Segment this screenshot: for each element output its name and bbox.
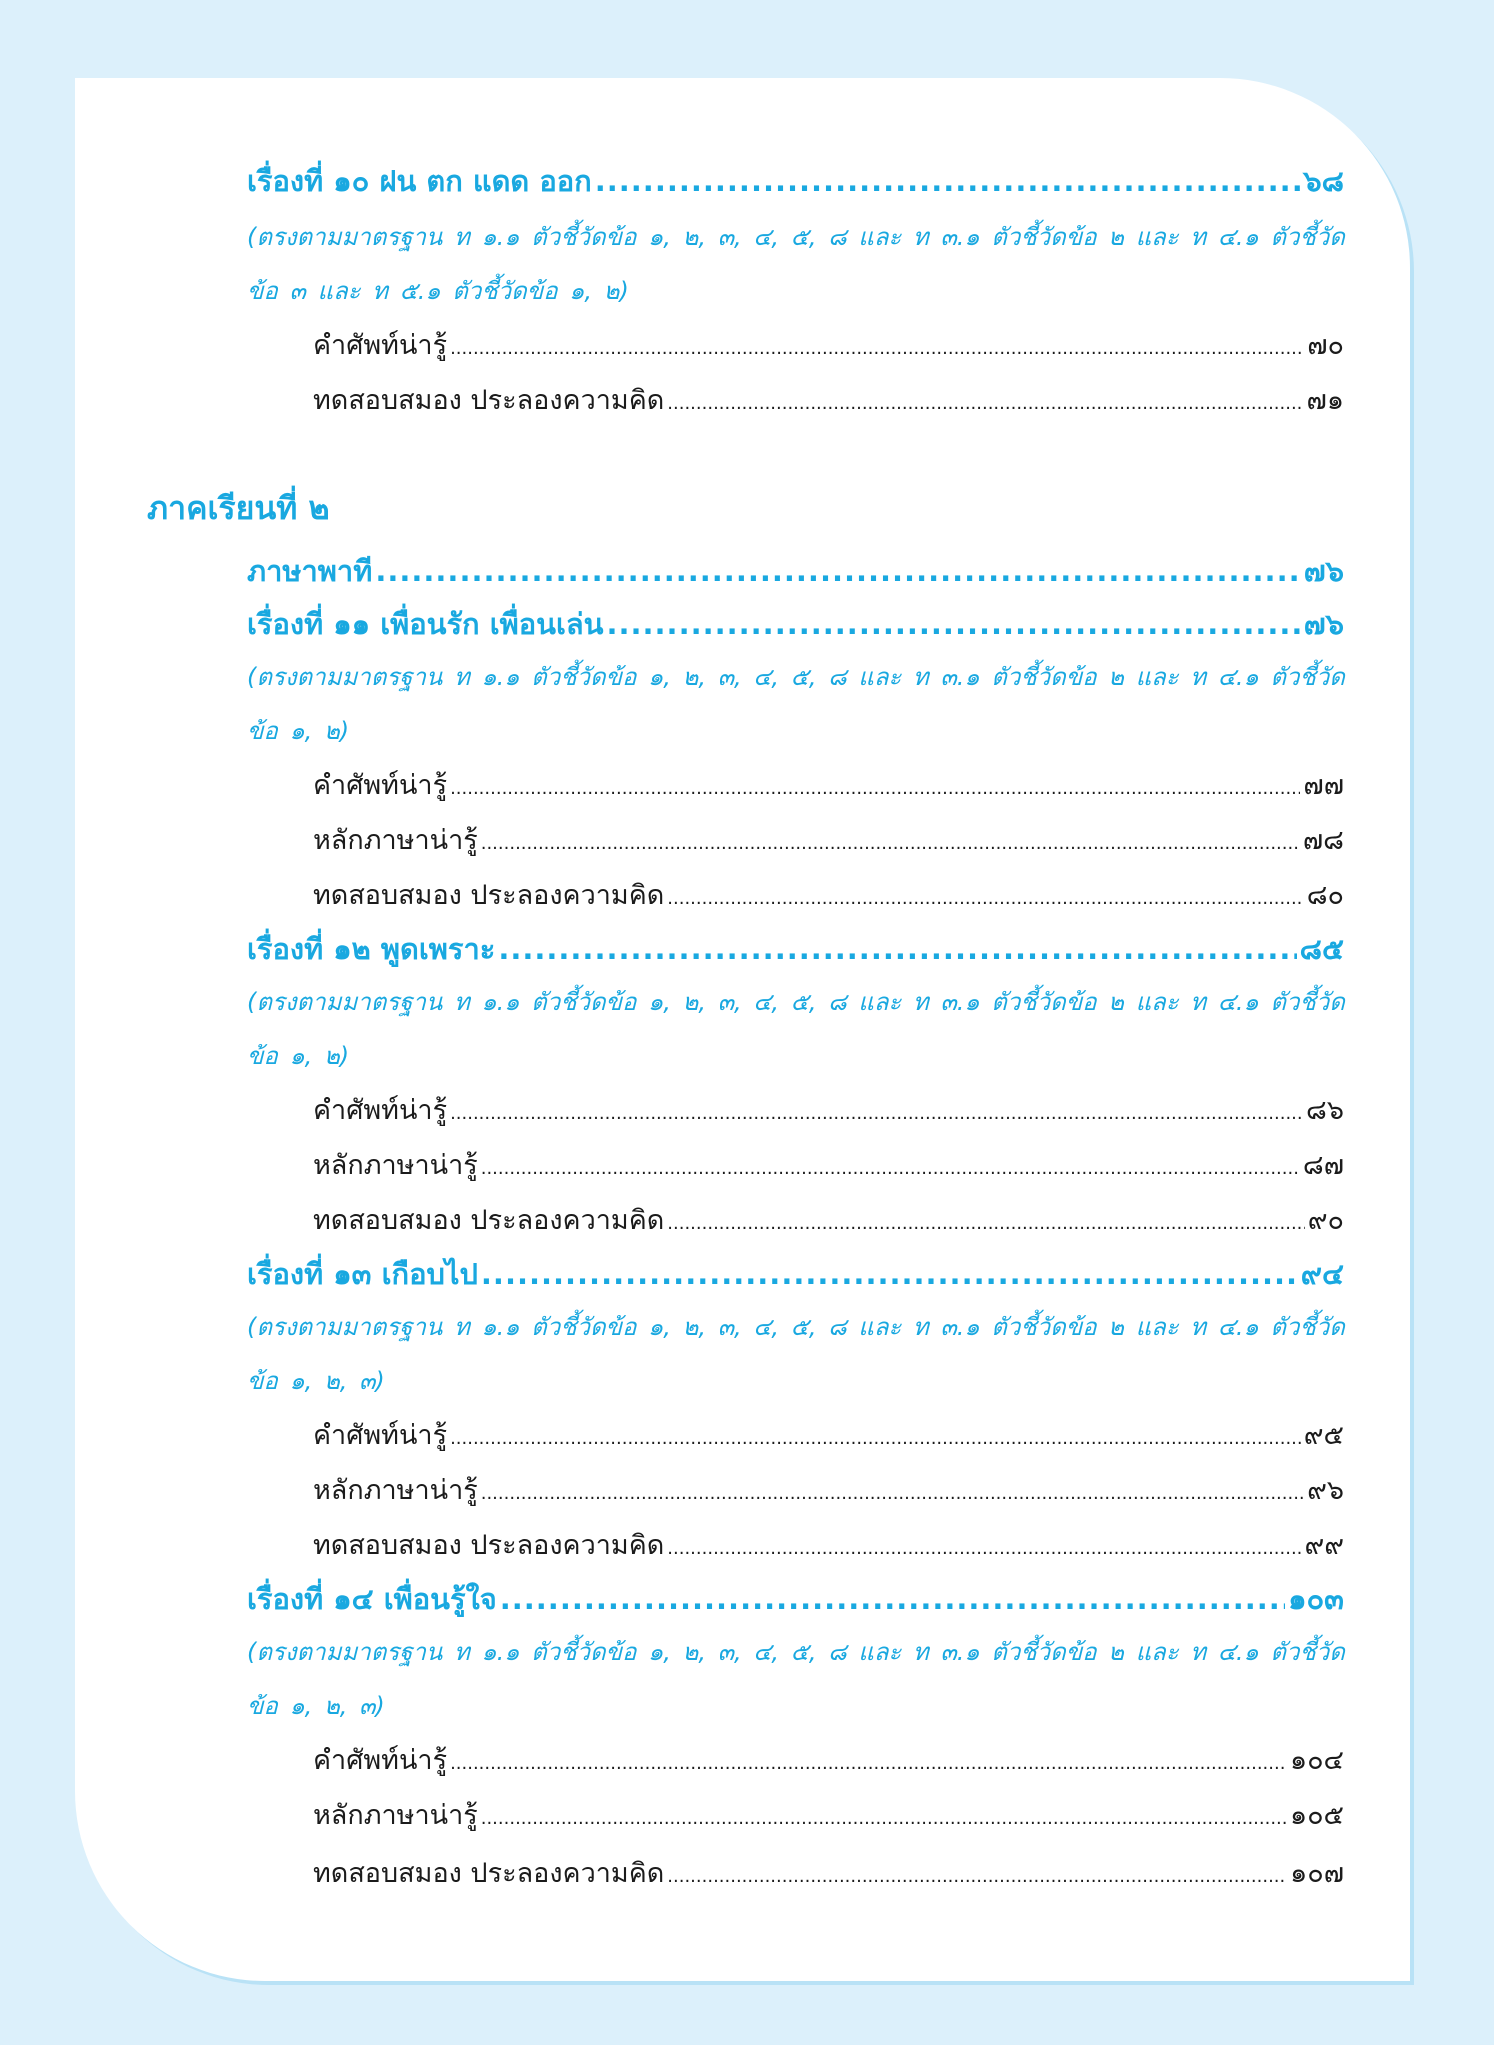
standards-note: (ตรงตามมาตรฐาน ท ๑.๑ ตัวชี้วัดข้อ ๑, ๒, ๓, ๔, ๕, ๘ และ ท ๓.๑ ตัวชี้วัดข้อ ๒ และ ท ๔.๑ ตัวชี้วัด ข้อ ๓ และ ท ๕.๑ ตัวชี้วัดข้อ ๑, ๒): [247, 223, 1345, 305]
item-label: หลักภาษาน่ารู้: [313, 825, 478, 856]
chapter-title: เรื่องที่ ๑๔ เพื่อนรู้ใจ: [247, 1582, 497, 1616]
item-label: คำศัพท์น่ารู้: [313, 330, 448, 361]
item-label: หลักภาษาน่ารู้: [313, 1150, 478, 1181]
toc-item[interactable]: [313, 1738, 1344, 1781]
dot-leader: [667, 1858, 1287, 1882]
page-number: ๑๐๔: [1289, 1745, 1344, 1776]
dot-leader: [498, 932, 1296, 961]
toc-item[interactable]: [313, 1851, 1344, 1894]
page-number: ๗๑: [1306, 385, 1344, 416]
standards-note: (ตรงตามมาตรฐาน ท ๑.๑ ตัวชี้วัดข้อ ๑, ๒, ๓, ๔, ๕, ๘ และ ท ๓.๑ ตัวชี้วัดข้อ ๒ และ ท ๔.๑ ตัวชี้วัด ข้อ ๑, ๒): [247, 988, 1345, 1070]
chapter-title: เรื่องที่ ๑๓ เกือบไป: [247, 1257, 478, 1291]
page-number: ๙๔: [1300, 1257, 1344, 1291]
item-label: ทดสอบสมอง ประลองความคิด: [313, 1530, 665, 1561]
dot-leader: [667, 1530, 1301, 1554]
toc-item[interactable]: [313, 1793, 1344, 1836]
toc-item[interactable]: [313, 818, 1344, 861]
toc-item[interactable]: [313, 1088, 1344, 1131]
semester-heading: ภาคเรียนที่ ๒: [147, 489, 330, 527]
dot-leader: [481, 825, 1300, 849]
item-label: หลักภาษาน่ารู้: [313, 1800, 478, 1831]
toc-item[interactable]: [313, 873, 1344, 916]
dot-leader: [595, 164, 1300, 193]
chapter-title: เรื่องที่ ๑๐ ฝน ตก แดด ออก: [247, 164, 592, 198]
toc-item[interactable]: [313, 1468, 1344, 1511]
dot-leader: [375, 554, 1300, 583]
toc-chapter-10[interactable]: [247, 158, 1344, 204]
toc-chapter-11[interactable]: [247, 601, 1344, 647]
item-label: คำศัพท์น่ารู้: [313, 1420, 448, 1451]
dot-leader: [450, 1420, 1301, 1444]
standards-note: (ตรงตามมาตรฐาน ท ๑.๑ ตัวชี้วัดข้อ ๑, ๒, ๓, ๔, ๕, ๘ และ ท ๓.๑ ตัวชี้วัดข้อ ๒ และ ท ๔.๑ ตัวชี้วัด ข้อ ๑, ๒, ๓): [247, 1638, 1345, 1720]
page-number: ๑๐๗: [1290, 1858, 1344, 1889]
table-of-contents: [75, 78, 1410, 1981]
item-label: หลักภาษาน่ารู้: [313, 1475, 478, 1506]
chapter-title: เรื่องที่ ๑๒ พูดเพราะ: [247, 932, 496, 966]
dot-leader: [606, 607, 1300, 636]
toc-item[interactable]: [313, 1143, 1344, 1186]
toc-speaking[interactable]: [247, 548, 1344, 594]
page-number: ๗๘: [1302, 825, 1344, 856]
toc-item[interactable]: [313, 378, 1344, 421]
toc-item[interactable]: [313, 1198, 1344, 1241]
chapter-title: เรื่องที่ ๑๑ เพื่อนรัก เพื่อนเล่น: [247, 607, 604, 641]
toc-chapter-13[interactable]: [247, 1251, 1344, 1297]
dot-leader: [481, 1257, 1298, 1286]
item-label: ทดสอบสมอง ประลองความคิด: [313, 1205, 665, 1236]
page-number: ๑๐๕: [1289, 1800, 1344, 1831]
page-number: ๗๗: [1303, 770, 1344, 801]
page-number: ๙๐: [1307, 1205, 1344, 1236]
toc-item[interactable]: [313, 323, 1344, 366]
dot-leader: [667, 880, 1303, 904]
item-label: ทดสอบสมอง ประลองความคิด: [313, 1858, 665, 1889]
toc-item[interactable]: [313, 763, 1344, 806]
standards-note: (ตรงตามมาตรฐาน ท ๑.๑ ตัวชี้วัดข้อ ๑, ๒, ๓, ๔, ๕, ๘ และ ท ๓.๑ ตัวชี้วัดข้อ ๒ และ ท ๔.๑ ตัวชี้วัด ข้อ ๑, ๒, ๓): [247, 1313, 1345, 1395]
dot-leader: [500, 1582, 1285, 1611]
page-number: ๘๖: [1306, 1095, 1344, 1126]
standards-note: (ตรงตามมาตรฐาน ท ๑.๑ ตัวชี้วัดข้อ ๑, ๒, ๓, ๔, ๕, ๘ และ ท ๓.๑ ตัวชี้วัดข้อ ๒ และ ท ๔.๑ ตัวชี้วัด ข้อ ๑, ๒): [247, 663, 1345, 745]
dot-leader: [450, 1745, 1287, 1769]
dot-leader: [450, 1095, 1303, 1119]
toc-chapter-14[interactable]: [247, 1576, 1344, 1622]
dot-leader: [481, 1800, 1287, 1824]
item-label: คำศัพท์น่ารู้: [313, 1745, 448, 1776]
dot-leader: [667, 1205, 1304, 1229]
toc-item[interactable]: [313, 1413, 1344, 1456]
page-number: ๗๖: [1303, 554, 1344, 588]
item-label: ทดสอบสมอง ประลองความคิด: [313, 385, 665, 416]
toc-chapter-12[interactable]: [247, 926, 1344, 972]
dot-leader: [667, 385, 1303, 409]
page-number: ๗๐: [1307, 330, 1344, 361]
page-number: ๙๙: [1304, 1530, 1344, 1561]
page-number: ๘๗: [1302, 1150, 1344, 1181]
toc-page: [75, 78, 1410, 1981]
dot-leader: [481, 1150, 1300, 1174]
page-number: ๗๖: [1303, 607, 1344, 641]
item-label: คำศัพท์น่ารู้: [313, 1095, 448, 1126]
chapter-title: ภาษาพาที: [247, 554, 373, 588]
page-number: ๑๐๓: [1288, 1582, 1344, 1616]
dot-leader: [450, 770, 1300, 794]
dot-leader: [481, 1475, 1304, 1499]
page-number: ๘๐: [1306, 880, 1344, 911]
page-number: ๖๘: [1303, 164, 1344, 198]
item-label: ทดสอบสมอง ประลองความคิด: [313, 880, 665, 911]
page-number: ๙๕: [1303, 1420, 1344, 1451]
page-number: ๙๖: [1307, 1475, 1344, 1506]
toc-item[interactable]: [313, 1523, 1344, 1566]
page-number: ๘๕: [1299, 932, 1344, 966]
dot-leader: [450, 330, 1304, 354]
item-label: คำศัพท์น่ารู้: [313, 770, 448, 801]
